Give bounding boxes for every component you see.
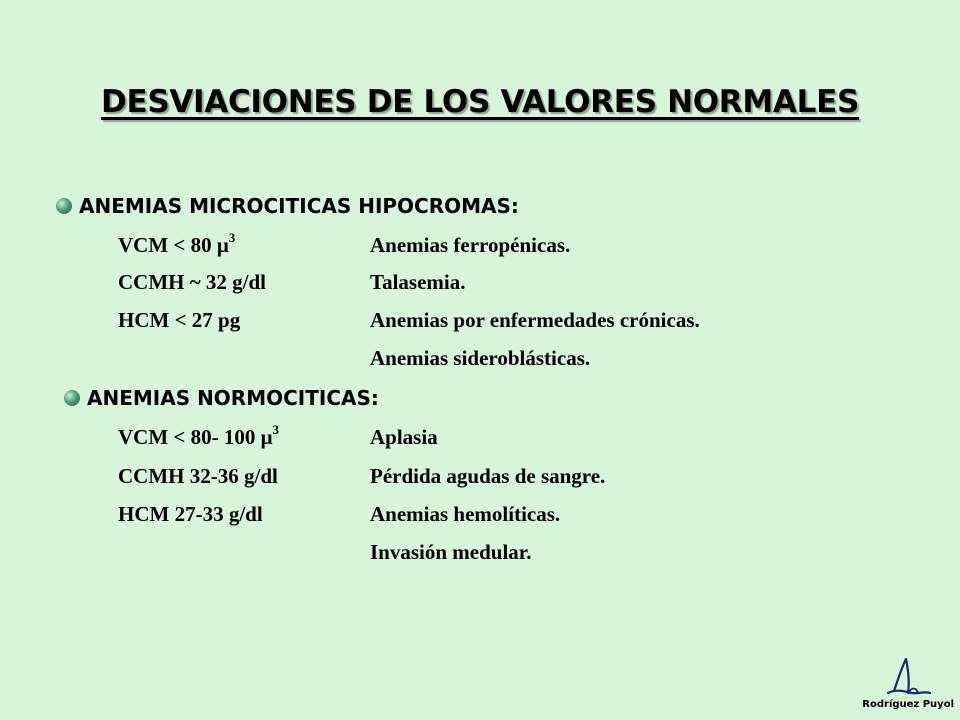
signature-logo-icon <box>878 657 938 699</box>
condition-text: Aplasia <box>370 425 438 449</box>
section-heading-text: ANEMIAS NORMOCITICAS: <box>87 386 379 410</box>
bullet-icon <box>64 390 80 406</box>
parameter-label: CCMH 32-36 g/dl <box>118 464 278 488</box>
signature-text: Rodríguez Puyol <box>862 699 954 710</box>
parameter-label: VCM < 80 $\mu^3$ <box>118 230 236 257</box>
list-item <box>118 270 838 300</box>
condition-text: Anemias hemolíticas. <box>370 502 561 526</box>
section-heading-text: ANEMIAS MICROCITICAS HIPOCROMAS: <box>79 194 519 218</box>
condition-text: Anemias por enfermedades crónicas. <box>370 308 700 332</box>
condition-text: Anemias sideroblásticas. <box>370 346 591 370</box>
list-item <box>118 502 838 532</box>
list-item <box>118 422 838 455</box>
parameter-label: CCMH ~ 32 g/dl <box>118 270 267 294</box>
list-item <box>118 540 838 570</box>
parameter-label: HCM 27-33 g/dl <box>118 502 263 526</box>
list-item <box>118 308 838 338</box>
condition-text: Talasemia. <box>370 270 466 294</box>
author-signature <box>862 657 954 710</box>
list-item <box>118 464 838 494</box>
list-item <box>118 346 838 376</box>
list-item <box>118 230 838 263</box>
condition-text: Pérdida agudas de sangre. <box>370 464 606 488</box>
parameter-label: HCM < 27 pg <box>118 308 241 332</box>
parameter-label: VCM < 80- 100 $\mu^3$ <box>118 422 280 449</box>
section-heading-microciticas <box>56 194 519 218</box>
condition-text: Anemias ferropénicas. <box>370 233 571 257</box>
slide-title: DESVIACIONES DE LOS VALORES NORMALES <box>101 84 859 120</box>
section-heading-normociticas <box>64 386 379 410</box>
bullet-icon <box>56 198 72 214</box>
condition-text: Invasión medular. <box>370 540 532 564</box>
